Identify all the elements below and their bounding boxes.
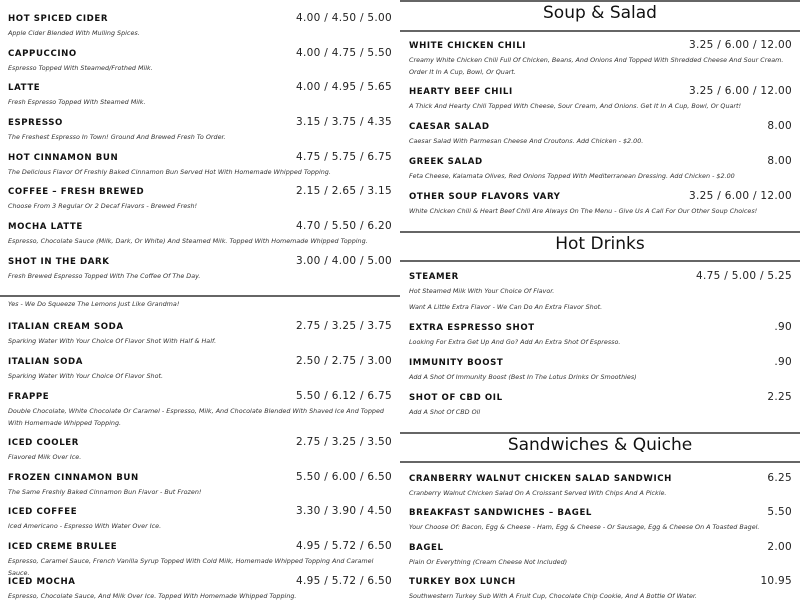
item-price: 4.00 / 4.75 / 5.50 <box>296 47 392 59</box>
item-price: 6.25 <box>767 472 792 484</box>
item-price: 3.30 / 3.90 / 4.50 <box>296 505 392 517</box>
divider <box>400 231 800 233</box>
item-description: Espresso, Caramel Sauce, French Vanilla Syrup Topped With Cold Milk, Homemade Whipped Topping And Caramel Sauce. <box>8 557 374 577</box>
item-description: Caesar Salad With Parmesan Cheese And Croutons. Add Chicken - $2.00. <box>409 137 644 145</box>
item-description: Plain Or Everything (Cream Cheese Not Included) <box>409 558 568 566</box>
item-description: Apple Cider Blended With Mulling Spices. <box>8 29 140 37</box>
item-description: The Delicious Flavor Of Freshly Baked Cinnamon Bun Served Hot With Homemade Whipped Topping. <box>8 168 331 176</box>
item-name: CRANBERRY WALNUT CHICKEN SALAD SANDWICH <box>409 474 672 484</box>
item-price: 2.00 <box>767 541 792 553</box>
item-name: FRAPPE <box>8 392 50 402</box>
item-name: SHOT IN THE DARK <box>8 257 110 267</box>
item-price: 5.50 / 6.12 / 6.75 <box>296 390 392 402</box>
item-name: COFFEE – FRESH BREWED <box>8 187 145 197</box>
section-note: Want A Little Extra Flavor - We Can Do An Extra Flavor Shot. <box>409 303 603 311</box>
item-price: 3.00 / 4.00 / 5.00 <box>296 255 392 267</box>
item-name: ICED MOCHA <box>8 577 76 587</box>
item-description: A Thick And Hearty Chili Topped With Cheese, Sour Cream, And Onions. Get It In A Cup, Bowl, Or Quart! <box>409 102 742 110</box>
item-description: Creamy White Chicken Chili Full Of Chicken, Beans, And Onions And Topped With Shredded Cheese And Sour Cream. Order It In A Cup, Bowl, Or Quart. <box>409 56 784 76</box>
item-price: 3.25 / 6.00 / 12.00 <box>689 190 792 202</box>
item-name: SHOT OF CBD OIL <box>409 393 503 403</box>
item-description: Looking For Extra Get Up And Go? Add An Extra Shot Of Espresso. <box>409 338 621 346</box>
item-name: LATTE <box>8 83 41 93</box>
item-price: 2.75 / 3.25 / 3.75 <box>296 320 392 332</box>
item-name: BAGEL <box>409 543 444 553</box>
item-name: CAPPUCCINO <box>8 49 77 59</box>
item-name: IMMUNITY BOOST <box>409 358 504 368</box>
divider <box>400 432 800 434</box>
item-price: 5.50 <box>767 506 792 518</box>
item-name: ITALIAN CREAM SODA <box>8 322 124 332</box>
item-description: Add A Shot Of Immunity Boost (Best In The Lotus Drinks Or Smoothies) <box>409 373 637 381</box>
item-name: ESPRESSO <box>8 118 63 128</box>
section-title-hot-drinks: Hot Drinks <box>555 234 645 254</box>
item-description: Cranberry Walnut Chicken Salad On A Croissant Served With Chips And A Pickle. <box>409 489 667 497</box>
item-description: Double Chocolate, White Chocolate Or Caramel - Espresso, Milk, And Chocolate Blended With Shaved Ice And Topped With Homemade Whipped Topping. <box>8 407 384 427</box>
item-name: HOT CINNAMON BUN <box>8 153 119 163</box>
item-name: OTHER SOUP FLAVORS VARY <box>409 192 561 202</box>
item-description: Hot Steamed Milk With Your Choice Of Flavor. <box>409 287 555 295</box>
item-description: Iced Americano - Espresso With Water Over Ice. <box>8 522 162 530</box>
item-description: Fresh Brewed Espresso Topped With The Coffee Of The Day. <box>8 272 201 280</box>
item-description: Sparking Water With Your Choice Of Flavor Shot With Half & Half. <box>8 337 217 345</box>
item-price: 2.75 / 3.25 / 3.50 <box>296 436 392 448</box>
item-price: 4.95 / 5.72 / 6.50 <box>296 540 392 552</box>
item-price: 2.15 / 2.65 / 3.15 <box>296 185 392 197</box>
item-name: WHITE CHICKEN CHILI <box>409 41 527 51</box>
item-description: The Same Freshly Baked Cinnamon Bun Flavor - But Frozen! <box>8 488 202 496</box>
item-name: EXTRA ESPRESSO SHOT <box>409 323 535 333</box>
item-name: GREEK SALAD <box>409 157 483 167</box>
item-price: 4.00 / 4.50 / 5.00 <box>296 12 392 24</box>
item-price: 3.25 / 6.00 / 12.00 <box>689 39 792 51</box>
item-description: Flavored Milk Over Ice. <box>8 453 82 461</box>
section-title-soup-salad: Soup & Salad <box>543 3 657 23</box>
item-description: Espresso, Chocolate Sauce (Milk, Dark, Or White) And Steamed Milk. Topped With Homemade Whipped Topping. <box>8 237 368 245</box>
item-name: FROZEN CINNAMON BUN <box>8 473 139 483</box>
item-price: 10.95 <box>760 575 792 587</box>
divider <box>400 0 800 2</box>
item-name: STEAMER <box>409 272 459 282</box>
item-description: Espresso, Chocolate Sauce, And Milk Over Ice. Topped With Homemade Whipped Topping. <box>8 592 297 600</box>
item-name: MOCHA LATTE <box>8 222 83 232</box>
item-price: 8.00 <box>767 120 792 132</box>
item-name: ICED COOLER <box>8 438 79 448</box>
item-description: White Chicken Chili & Heart Beef Chili Are Always On The Menu - Give Us A Call For Our Other Soup Choices! <box>409 207 758 215</box>
section-title-sandwiches: Sandwiches & Quiche <box>507 435 693 455</box>
item-description: Add A Shot Of CBD Oil <box>409 408 481 416</box>
item-price: 3.25 / 6.00 / 12.00 <box>689 85 792 97</box>
section-note: Yes - We Do Squeeze The Lemons Just Like Grandma! <box>8 300 180 308</box>
item-price: 4.70 / 5.50 / 6.20 <box>296 220 392 232</box>
item-price: 2.25 <box>767 391 792 403</box>
divider <box>0 295 400 297</box>
item-price: 4.75 / 5.75 / 6.75 <box>296 151 392 163</box>
divider <box>400 30 800 32</box>
item-price: 4.75 / 5.00 / 5.25 <box>696 270 792 282</box>
item-description: The Freshest Espresso In Town! Ground And Brewed Fresh To Order. <box>8 133 226 141</box>
item-name: TURKEY BOX LUNCH <box>409 577 516 587</box>
item-description: Sparking Water With Your Choice Of Flavor Shot. <box>8 372 164 380</box>
item-description: Southwestern Turkey Sub With A Fruit Cup, Chocolate Chip Cookie, And A Bottle Of Water. <box>409 592 697 600</box>
item-name: HOT SPICED CIDER <box>8 14 109 24</box>
item-name: HEARTY BEEF CHILI <box>409 87 513 97</box>
item-name: ICED COFFEE <box>8 507 78 517</box>
item-price: .90 <box>774 356 792 368</box>
item-price: 8.00 <box>767 155 792 167</box>
item-name: ITALIAN SODA <box>8 357 84 367</box>
divider <box>400 260 800 262</box>
item-description: Your Choose Of: Bacon, Egg & Cheese - Ham, Egg & Cheese - Or Sausage, Egg & Cheese On A Toasted Bagel. <box>409 523 760 531</box>
item-name: BREAKFAST SANDWICHES – BAGEL <box>409 508 593 518</box>
divider <box>400 461 800 463</box>
item-price: 3.15 / 3.75 / 4.35 <box>296 116 392 128</box>
item-description: Feta Cheese, Kalamata Olives, Red Onions Topped With Mediterranean Dressing. Add Chicken - $2.00 <box>409 172 735 180</box>
item-description: Choose From 3 Regular Or 2 Decaf Flavors - Brewed Fresh! <box>8 202 198 210</box>
item-description: Fresh Espresso Topped With Steamed Milk. <box>8 98 146 106</box>
item-name: CAESAR SALAD <box>409 122 490 132</box>
item-price: 5.50 / 6.00 / 6.50 <box>296 471 392 483</box>
item-price: 4.95 / 5.72 / 6.50 <box>296 575 392 587</box>
item-name: ICED CREME BRULEE <box>8 542 118 552</box>
item-price: 2.50 / 2.75 / 3.00 <box>296 355 392 367</box>
item-price: .90 <box>774 321 792 333</box>
item-price: 4.00 / 4.95 / 5.65 <box>296 81 392 93</box>
item-description: Espresso Topped With Steamed/Frothed Milk. <box>8 64 153 72</box>
